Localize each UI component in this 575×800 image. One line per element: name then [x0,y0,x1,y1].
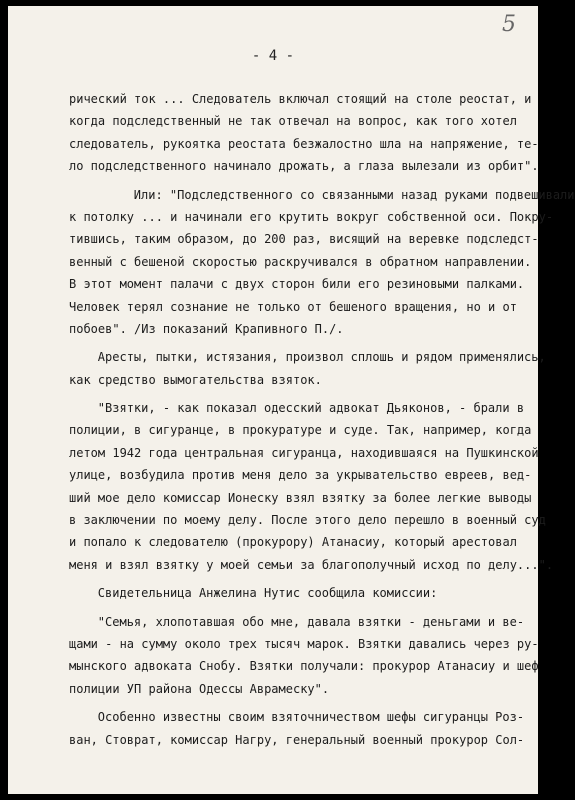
page-number: - 4 - [251,48,295,64]
text-line: летом 1942 года центральная сигуранца, находившаяся на Пушкинской [69,445,539,460]
text-line: Особенно известны своим взяточничеством шефы сигуранцы Роз- [97,710,525,725]
document-body [69,88,575,751]
text-line: меня и взял взятку у моей семьи за благополучный исход по делу...". [69,557,554,572]
document-page [8,6,575,794]
text-line: рический ток ... Следователь включал стоящий на столе реостат, и [69,92,532,106]
paragraph [69,184,575,341]
text-line: ван, Стоврат, комиссар Нагру, генеральный военный прокурор Сол- [69,732,525,747]
text-line: следователь, рукоятка реостата безжалостно шла на напряжение, те- [69,136,539,151]
text-line: полиции, в сигуранце, в прокуратуре и суде. Так, например, когда [69,423,532,438]
text-line: Аресты, пытки, истязания, произвол сплошь и рядом применялись, [97,350,546,365]
text-line: мынского адвоката Снобу. Взятки получали: прокурор Атанасиу и шеф [69,659,539,674]
handwritten-page-mark: 5 [502,12,516,37]
text-line: В этот момент палачи с двух сторон били его резиновыми палками. [69,277,525,292]
text-line: ший мое дело комиссар Ионеску взял взятку за более легкие выводы [69,490,532,505]
text-line: когда подследственный не так отвечал на вопрос, как того хотел [69,114,517,129]
text-line: Свидетельница Анжелина Нутис сообщила комиссии: [97,586,438,601]
text-line: тившись, таким образом, до 200 раз, висящий на веревке подследст- [69,232,539,247]
text-line: улице, возбудила против меня дело за укрывательство евреев, вед- [69,468,532,483]
text-line: побоев". /Из показаний Крапивного П./. [69,321,344,336]
text-line: в заключении по моему делу. После этого дело перешло в военный суд [69,513,546,528]
text-line: к потолку ... и начинали его крутить вокруг собственной оси. Покру- [69,209,554,224]
text-line: ло подследственного начинало дрожать, а глаза вылезали из орбит". [69,159,539,174]
paragraph [69,88,539,178]
text-line: полиции УП района Одессы Аврамеску". [69,681,330,696]
paragraph [69,346,546,391]
text-line: "Семья, хлопотавшая обо мне, давала взятки - деньгами и ве- [97,614,525,629]
paragraph [69,397,554,576]
text-line: "Взятки, - как показал одесский адвокат Дьяконов, - брали в [97,401,525,416]
text-line: Или: "Подследственного со связанными назад руками подвешивали [133,187,575,202]
paragraph [69,582,521,604]
text-line: венный с бешеной скоростью раскручивался в обратном направлении. [69,254,532,269]
text-line: щами - на сумму около трех тысяч марок. Взятки давались через ру- [69,636,539,651]
text-line: как средство вымогательства взяток. [69,372,322,387]
paragraph [69,706,525,751]
text-line: Человек терял сознание не только от бешеного вращения, но и от [69,299,517,314]
paragraph [69,611,539,701]
text-line: и попало к следователю (прокурору) Атанасиу, который арестовал [69,535,517,550]
